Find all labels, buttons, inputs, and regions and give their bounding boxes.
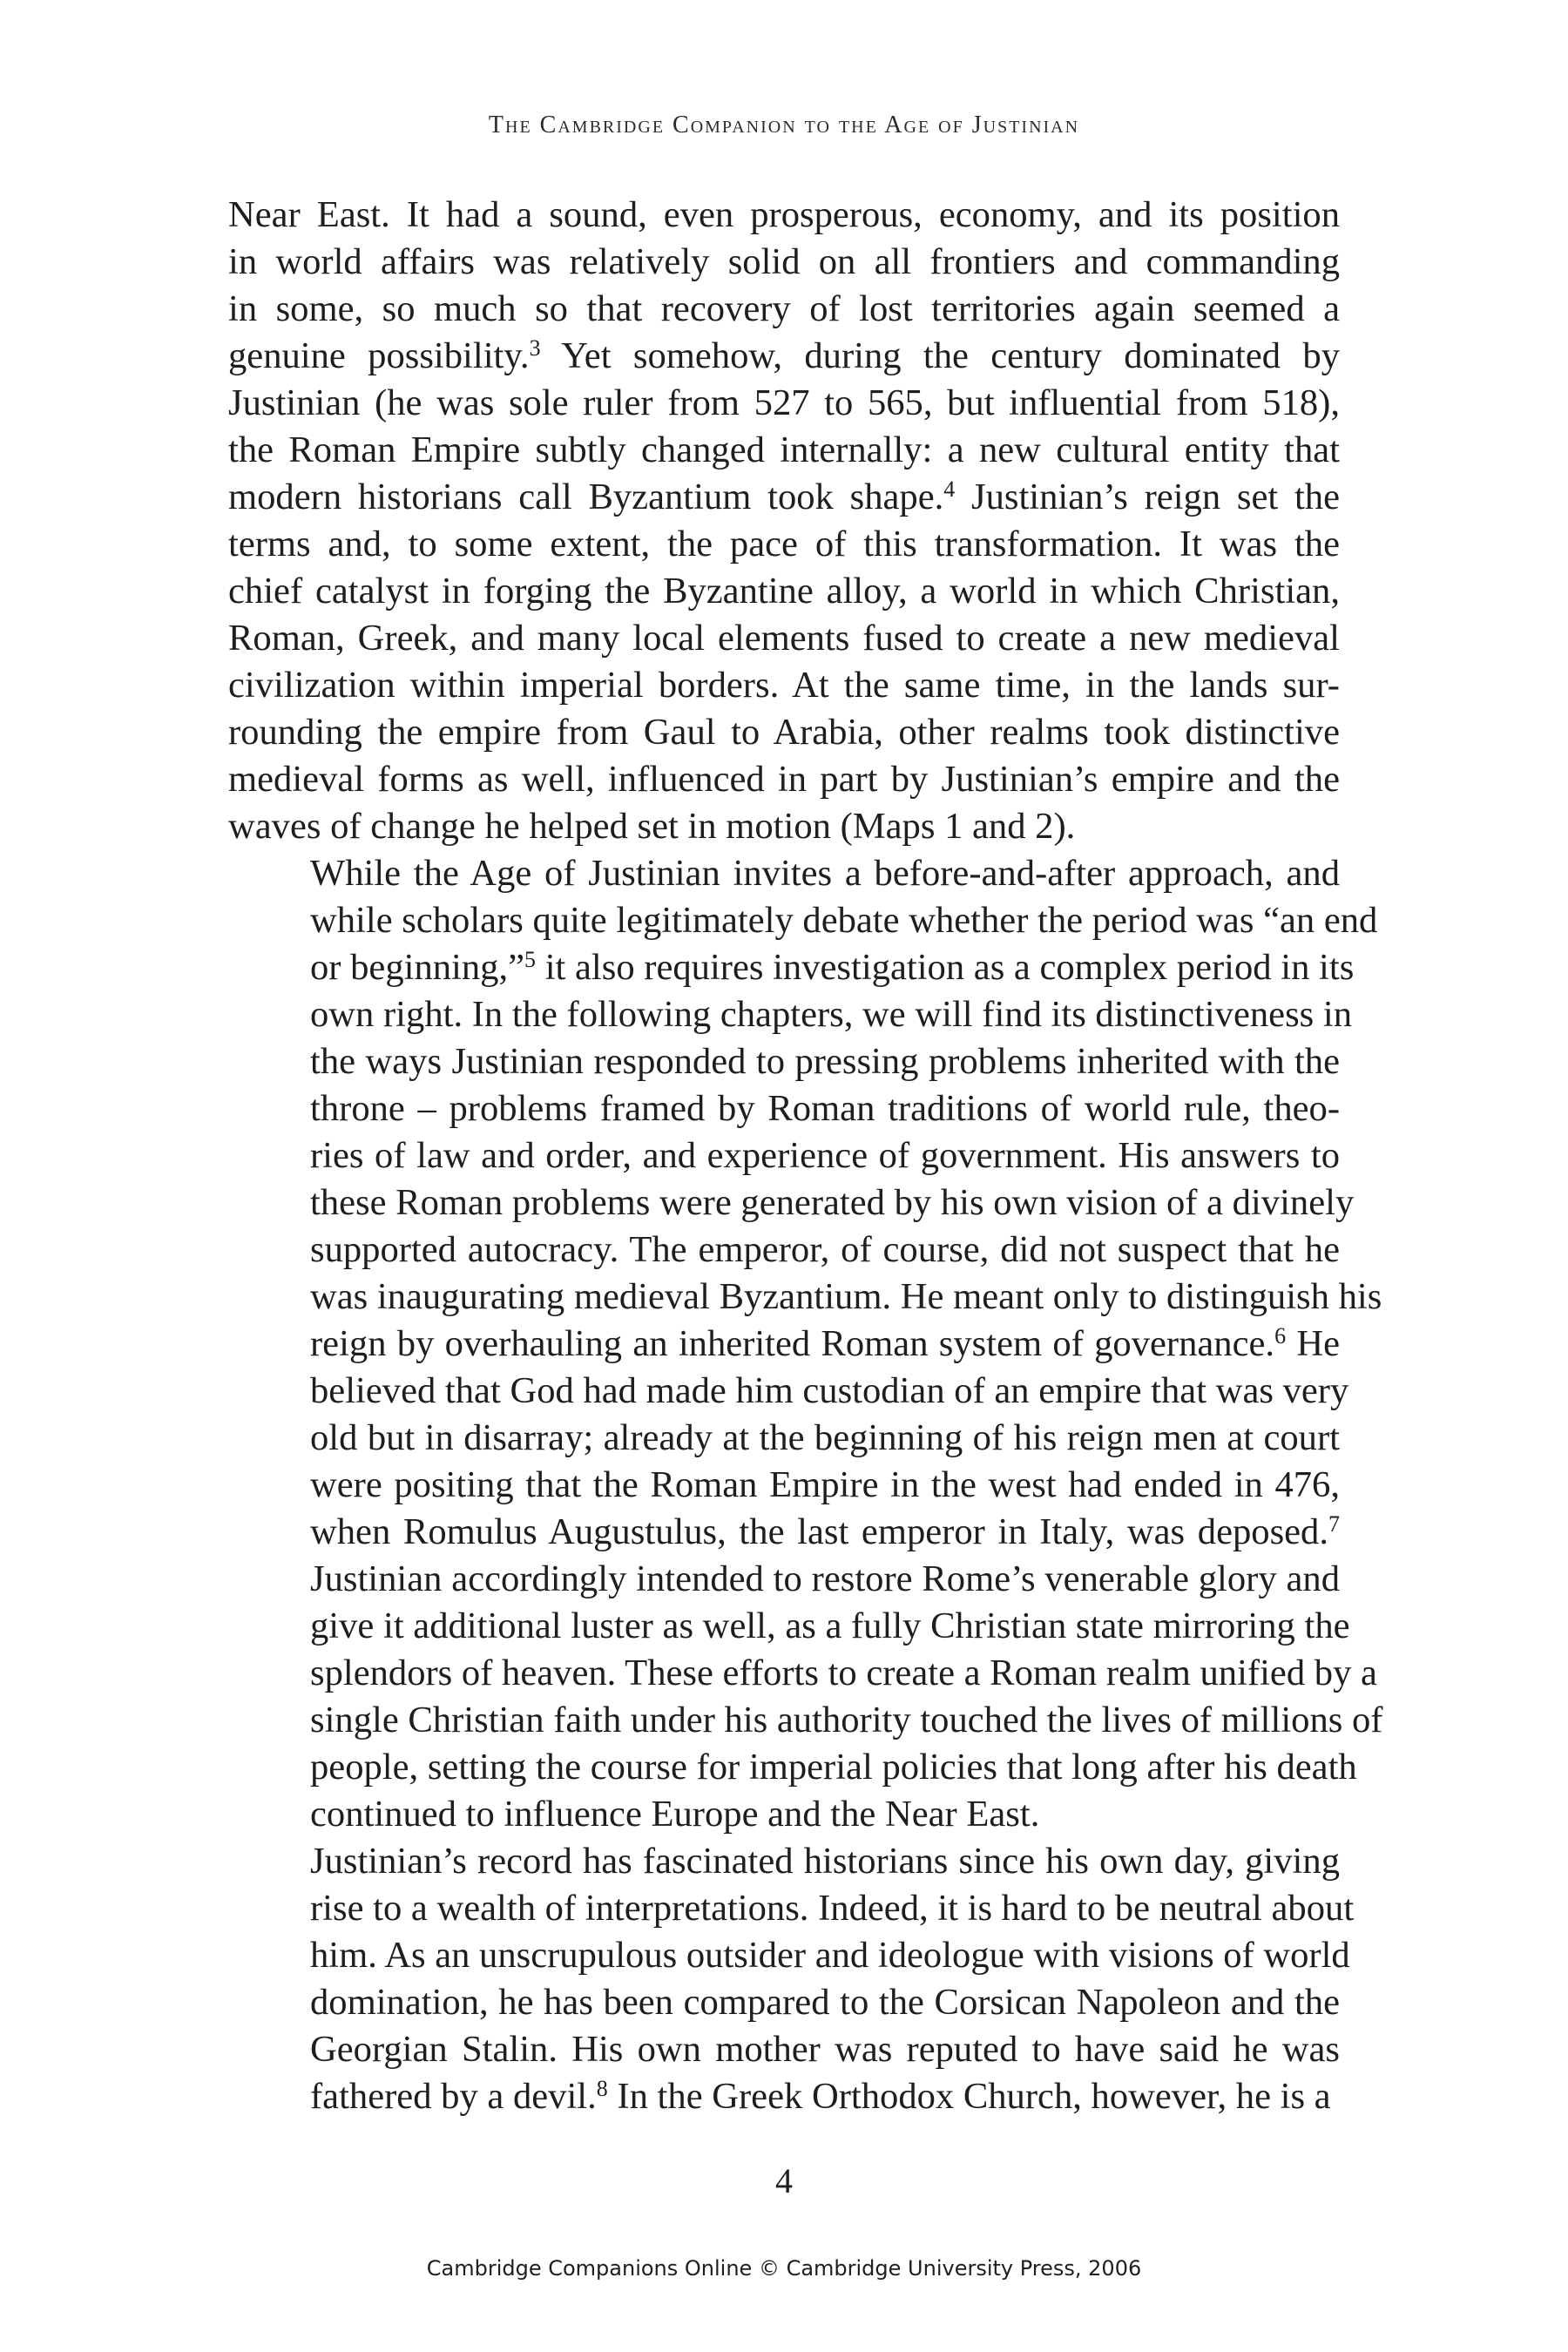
text-line [228,1885,1355,1932]
text-run: believed that God had made him custodian of an empire that was very [310,1370,1349,1411]
text-line [228,1650,1377,1697]
text-run: Georgian Stalin. His own mother was reputed to have said he was [310,2029,1340,2070]
text-line [228,897,1378,944]
text-line [228,1791,1340,1838]
text-line [228,474,1340,521]
text-line [228,709,1340,756]
text-line [228,1179,1355,1227]
text-line [228,615,1340,662]
text-line [228,2026,1340,2073]
text-run: fathered by a devil. [310,2076,597,2117]
text-line [228,756,1340,803]
text-run: in some, so much so that recovery of lost territories again seemed a [228,288,1340,329]
footnote-ref[interactable]: 3 [529,335,541,361]
text-run: own right. In the following chapters, we will find its distinctiveness in [310,994,1352,1035]
text-line [228,521,1340,568]
text-line [228,568,1340,615]
text-line [228,1227,1340,1274]
text-run: the Roman Empire subtly changed internally: a new cultural entity that [228,429,1340,470]
text-line [228,192,1340,239]
text-run: splendors of heaven. These efforts to create a Roman realm unified by a [310,1652,1377,1693]
text-run: Roman, Greek, and many local elements fused to create a new medieval [228,618,1340,659]
text-run: ries of law and order, and experience of government. His answers to [310,1135,1340,1176]
paragraph [228,850,1383,1838]
text-run: Justinian (he was sole ruler from 527 to 565, but influential from 518), [228,382,1340,423]
text-line [228,427,1340,474]
footer-credit: Cambridge Companions Online © Cambridge University Press, 2006 [426,2256,1142,2281]
text-run: give it additional luster as well, as a fully Christian state mirroring the [310,1605,1350,1646]
text-run: terms and, to some extent, the pace of this transformation. It was the [228,524,1340,564]
text-run: throne – problems framed by Roman traditions of world rule, theo- [310,1088,1340,1129]
text-run: rounding the empire from Gaul to Arabia, other realms took distinctive [228,712,1340,753]
text-run: civilization within imperial borders. At the same time, in the lands sur- [228,665,1340,706]
text-run: was inaugurating medieval Byzantium. He meant only to distinguish his [310,1276,1382,1317]
paragraph [228,192,1340,850]
text-line [228,1603,1350,1650]
text-line [228,333,1340,380]
text-run: Justinian accordingly intended to restore Rome’s venerable glory and [310,1558,1340,1599]
text-line [228,1932,1350,1979]
text-run: waves of change he helped set in motion (Maps 1 and 2). [228,806,1076,847]
text-run: continued to influence Europe and the Near East. [310,1794,1040,1835]
text-line [228,1838,1340,1885]
page-number: 4 [775,2161,793,2200]
text-run: it also requires investigation as a complex period in its [536,947,1355,988]
text-run: people, setting the course for imperial policies that long after his death [310,1747,1357,1788]
text-run: were positing that the Roman Empire in the west had ended in 476, [310,1464,1340,1505]
text-run: single Christian faith under his authority touched the lives of millions of [310,1700,1383,1740]
text-run: in world affairs was relatively solid on all frontiers and commanding [228,241,1340,282]
text-run: the ways Justinian responded to pressing problems inherited with the [310,1041,1340,1082]
text-line [228,991,1352,1038]
text-line [228,1274,1382,1321]
text-line [228,944,1355,991]
text-run: reign by overhauling an inherited Roman system of governance. [310,1323,1275,1364]
footnote-ref[interactable]: 7 [1328,1511,1340,1537]
text-line [228,1038,1340,1085]
text-line [228,1321,1340,1368]
text-line [228,1979,1340,2026]
text-line [228,380,1340,427]
text-run: old but in disarray; already at the beginning of his reign men at court [310,1417,1340,1458]
body-text [228,192,1383,2120]
footnote-ref[interactable]: 8 [596,2076,608,2101]
text-line [228,1132,1340,1179]
text-run: In the Greek Orthodox Church, however, he is a [607,2076,1331,2117]
text-line [228,1085,1340,1132]
running-head: The Cambridge Companion to the Age of Justinian [488,112,1080,139]
text-line [228,803,1340,850]
text-line [228,1697,1383,1744]
text-run: while scholars quite legitimately debate whether the period was “an end [310,900,1378,941]
text-run: these Roman problems were generated by his own vision of a divinely [310,1182,1355,1223]
text-run: While the Age of Justinian invites a before-and-after approach, and [310,853,1340,894]
text-run: He [1286,1323,1340,1364]
text-line [228,2073,1340,2120]
text-line [228,239,1340,286]
text-run: genuine possibility. [228,335,530,376]
footnote-ref[interactable]: 6 [1274,1323,1287,1348]
footnote-ref[interactable]: 4 [943,476,956,502]
text-run: medieval forms as well, influenced in part by Justinian’s empire and the [228,759,1340,800]
text-run: modern historians call Byzantium took shape. [228,476,944,517]
text-run: him. As an unscrupulous outsider and ideologue with visions of world [310,1935,1350,1976]
text-run: domination, he has been compared to the Corsican Napoleon and the [310,1982,1340,2023]
text-run: chief catalyst in forging the Byzantine alloy, a world in which Christian, [228,571,1340,612]
text-run: supported autocracy. The emperor, of course, did not suspect that he [310,1229,1340,1270]
text-run: rise to a wealth of interpretations. Indeed, it is hard to be neutral about [310,1888,1355,1929]
text-run: when Romulus Augustulus, the last emperor in Italy, was deposed. [310,1511,1328,1552]
text-line [228,1368,1349,1415]
footnote-ref[interactable]: 5 [524,947,537,972]
text-line [228,662,1340,709]
paragraph [228,1838,1355,2120]
text-line [228,1509,1340,1556]
text-run: or beginning,” [310,947,525,988]
text-line [228,850,1340,897]
text-line [228,1415,1340,1462]
text-line [228,1556,1340,1603]
text-run: Yet somehow, during the century dominated by [540,335,1341,376]
text-run: Justinian’s reign set the [955,476,1340,517]
text-line [228,1462,1340,1509]
text-run: Justinian’s record has fascinated historians since his own day, giving [310,1841,1340,1882]
text-line [228,286,1340,333]
text-line [228,1744,1357,1791]
text-run: Near East. It had a sound, even prosperous, economy, and its position [228,194,1340,235]
